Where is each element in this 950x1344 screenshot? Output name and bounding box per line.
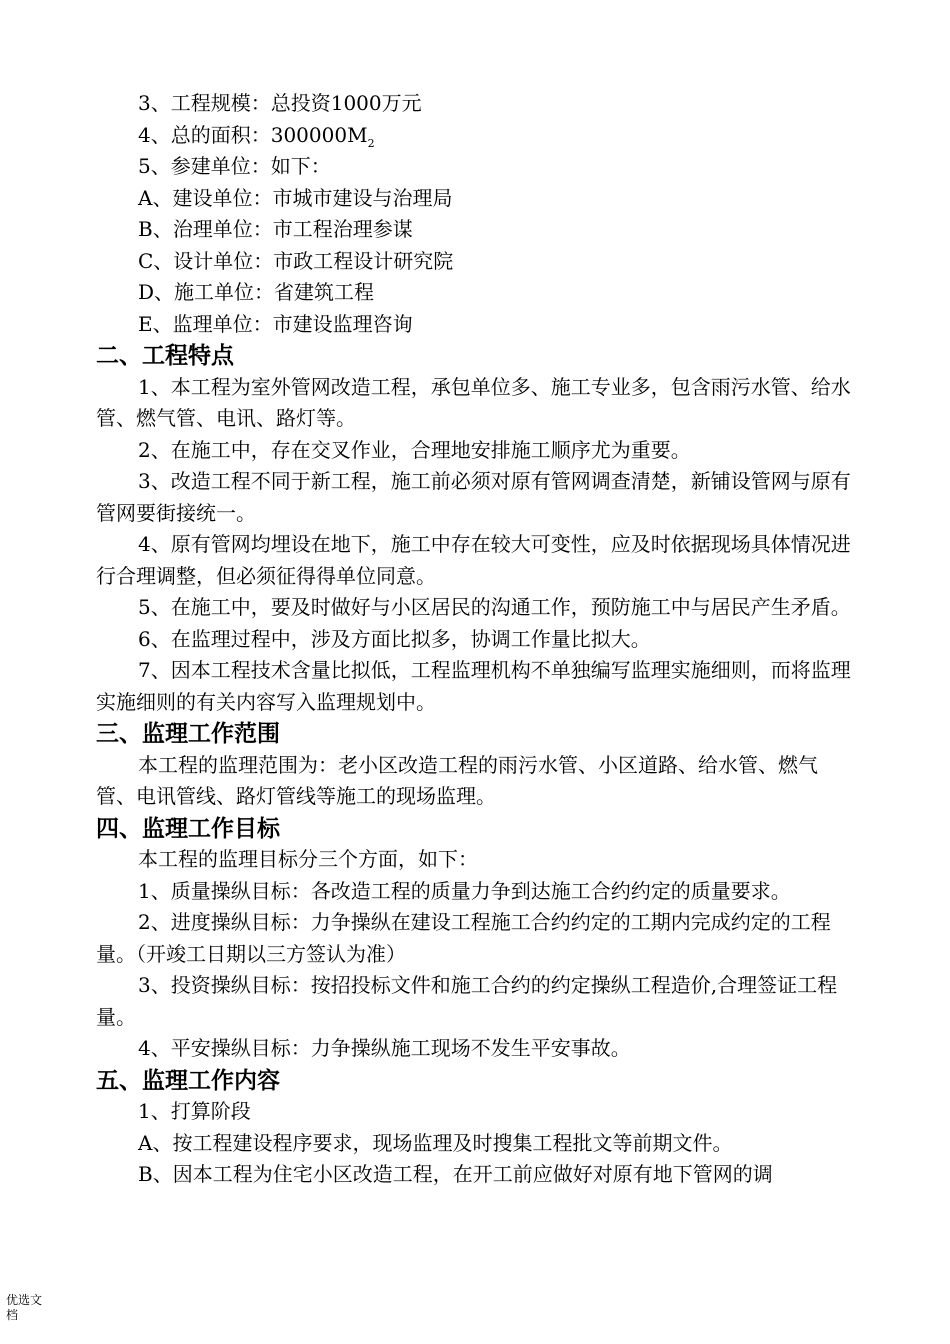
total-area-line <box>96 120 856 152</box>
feature-item: 2、在施工中，存在交叉作业，合理地安排施工顺序尤为重要。 <box>138 437 691 462</box>
feature-item: 4、原有管网均埋设在地下，施工中存在较大可变性，应及时依据现场具体情况进行合理调整，但必须征得得单位同意。 <box>96 532 851 588</box>
content-item: 1、打算阶段 <box>138 1099 251 1123</box>
feature-item: 5、在施工中，要及时做好与小区居民的沟通工作，预防施工中与居民产生矛盾。 <box>138 595 851 619</box>
total-area-text: 4、总的面积：300000M <box>138 122 368 147</box>
participants-line: 5、参建单位：如下： <box>138 154 331 178</box>
feature-item: 3、改造工程不同于新工程，施工前必须对原有管网调查清楚，新铺设管网与原有管网要街接统一。 <box>96 469 851 525</box>
goal-item: 3、投资操纵目标：按招投标文件和施工合约的约定操纵工程造价,合理签证工程量。 <box>96 973 838 1029</box>
project-scale-line: 3、工程规模：总投资1000万元 <box>138 91 422 115</box>
document-body <box>96 88 856 1191</box>
feature-item: 6、在监理过程中，涉及方面比拟多，协调工作量比拟大。 <box>138 626 651 651</box>
design-unit-line: C、设计单位：市政工程设计研究院 <box>138 248 454 273</box>
goals-intro: 本工程的监理目标分三个方面，如下： <box>138 847 478 871</box>
management-unit-line: B、治理单位：市工程治理参谋 <box>138 217 413 241</box>
goal-item: 1、质量操纵目标：各改造工程的质量力争到达施工合约约定的质量要求。 <box>138 878 791 903</box>
section-heading-content: 五、监理工作内容 <box>96 1066 280 1094</box>
section-heading-scope: 三、监理工作范围 <box>96 720 280 747</box>
scope-text: 本工程的监理范围为：老小区改造工程的雨污水管、小区道路、给水管、燃气管、电讯管线、路灯管线等施工的现场监理。 <box>96 752 818 808</box>
area-unit-subscript: 2 <box>367 136 375 150</box>
content-item: A、按工程建设程序要求，现场监理及时搜集工程批文等前期文件。 <box>138 1130 733 1155</box>
builder-unit-line: A、建设单位：市城市建设与治理局 <box>138 185 453 210</box>
goal-item: 4、平安操纵目标：力争操纵施工现场不发生平安事故。 <box>138 1036 631 1060</box>
section-heading-goals: 四、监理工作目标 <box>96 814 280 842</box>
goal-item: 2、进度操纵目标：力争操纵在建设工程施工合约约定的工期内完成约定的工程量。（开竣工日期以三方签认为准） <box>96 910 831 966</box>
supervision-unit-line: E、监理单位：市建设监理咨询 <box>138 311 413 336</box>
section-heading-features: 二、工程特点 <box>96 342 234 369</box>
content-item: B、因本工程为住宅小区改造工程，在开工前应做好对原有地下管网的调 <box>138 1162 773 1186</box>
footer-label: 优选文档 <box>6 1293 43 1322</box>
feature-item: 7、因本工程技术含量比拟低，工程监理机构不单独编写监理实施细则，而将监理实施细则的有关内容写入监理规划中。 <box>96 658 851 714</box>
feature-item: 1、本工程为室外管网改造工程，承包单位多、施工专业多，包含雨污水管、给水管、燃气管、电讯、路灯等。 <box>96 374 851 430</box>
construction-unit-line: D、施工单位：省建筑工程 <box>138 280 375 304</box>
